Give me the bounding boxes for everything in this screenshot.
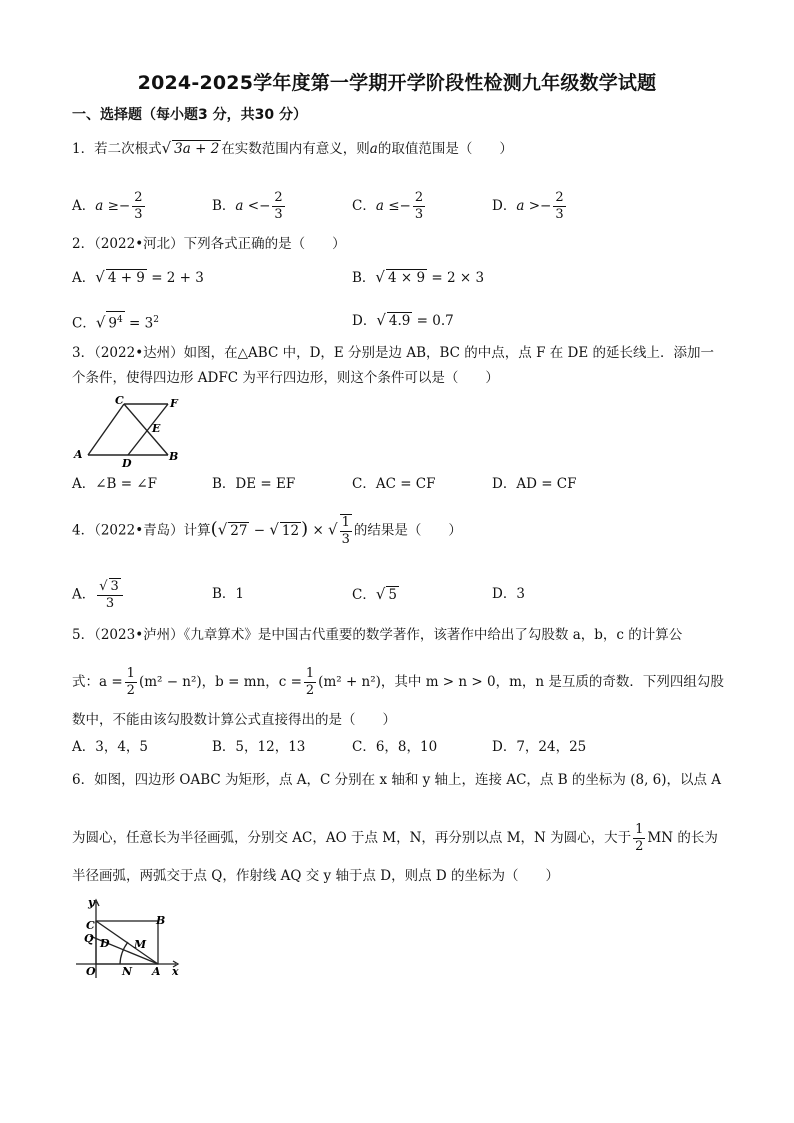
q3-label-d: D bbox=[122, 457, 132, 470]
q3-label-c: C bbox=[115, 394, 124, 407]
q4-option-c[interactable]: C．√ 5 bbox=[352, 585, 397, 603]
q5-option-b[interactable]: B．5，12，13 bbox=[212, 739, 306, 755]
q2-option-b[interactable]: B．√ 4 × 9 = 2 × 3 bbox=[352, 268, 485, 286]
q6-label-b: B bbox=[156, 914, 166, 927]
q6-label-m: M bbox=[134, 938, 147, 951]
question-5-stem-line3: 数中，不能由该勾股数计算公式直接得出的是（ ） bbox=[72, 712, 396, 728]
q3-label-b: B bbox=[169, 450, 179, 463]
q4-option-a[interactable]: A． $\frac{√ 3}{3}$ bbox=[72, 578, 125, 612]
q3-label-a: A bbox=[74, 448, 83, 461]
q2-option-a[interactable]: A．√ 4 + 9 = 2 + 3 bbox=[72, 268, 204, 286]
question-3-stem-line2: 个条件，使得四边形 ADFC 为平行四边形，则这个条件可以是（ ） bbox=[72, 370, 499, 386]
q3-option-a[interactable]: A．∠B = ∠F bbox=[72, 476, 158, 492]
question-5-stem-line2: 式：a = $\frac{1}{2}$ (m² − n²)，b = mn，c = $\frac{1}{2}$ (m² + n²)，其中 m > n > 0，m，n 是互质的奇数．下列四组勾股 bbox=[72, 666, 724, 698]
question-5-stem-line1: 5．（2023•泸州）《九章算术》是中国古代重要的数学著作，该著作中给出了勾股数 a，b，c 的计算公 bbox=[72, 627, 683, 643]
q2-option-d[interactable]: D．√ 4.9 = 0.7 bbox=[352, 311, 454, 329]
q3-figure bbox=[72, 394, 182, 469]
q6-label-n: N bbox=[122, 965, 133, 978]
q1-option-b[interactable]: B．a <− $\frac{2}{3}$ bbox=[212, 190, 283, 222]
q6-label-o: O bbox=[86, 965, 96, 978]
q5-option-a[interactable]: A．3，4，5 bbox=[72, 739, 149, 755]
q4-option-d[interactable]: D．3 bbox=[492, 586, 525, 602]
q3-option-c[interactable]: C．AC = CF bbox=[352, 476, 436, 492]
q6-label-x: x bbox=[172, 965, 179, 978]
q3-label-e: E bbox=[152, 422, 161, 435]
question-4-stem: 4．（2022•青岛）计算(√ 27 − √ 12 ) × √ $\frac{1}{3}$ 的结果是（ ） bbox=[72, 515, 462, 547]
question-1-stem: 1．若二次根式√ 3a + 2 在实数范围内有意义，则a的取值范围是（ ） bbox=[72, 139, 513, 157]
page-title: 2024-2025学年度第一学期开学阶段性检测九年级数学试题 bbox=[137, 72, 657, 94]
q4-option-b[interactable]: B．1 bbox=[212, 586, 245, 602]
question-6-stem-line3: 半径画弧，两弧交于点 Q，作射线 AQ 交 y 轴于点 D，则点 D 的坐标为（ ） bbox=[72, 868, 559, 884]
q2-option-c[interactable]: C．√ $9^4 = 3^2$ bbox=[72, 310, 159, 334]
q1-option-c[interactable]: C．a ≤− $\frac{2}{3}$ bbox=[352, 190, 424, 222]
q3-label-f: F bbox=[170, 397, 178, 410]
question-2-stem: 2．（2022•河北）下列各式正确的是（ ） bbox=[72, 236, 346, 252]
q6-label-y: y bbox=[88, 896, 95, 909]
q3-option-d[interactable]: D．AD = CF bbox=[492, 476, 577, 492]
q1-option-a[interactable]: A．a ≥− $\frac{2}{3}$ bbox=[72, 190, 143, 222]
q6-label-a: A bbox=[152, 965, 161, 978]
q6-label-q: Q bbox=[84, 932, 94, 945]
q6-figure bbox=[76, 898, 186, 980]
q6-label-c: C bbox=[86, 919, 95, 932]
question-6-stem-line2: 为圆心，任意长为半径画弧，分别交 AC，AO 于点 M，N，再分别以点 M，N 为圆心，大于 $\frac{1}{2}$ MN 的长为 bbox=[72, 822, 718, 854]
q1-option-d[interactable]: D．a >− $\frac{2}{3}$ bbox=[492, 190, 564, 222]
section-heading: 一、选择题（每小题3 分，共30 分） bbox=[72, 107, 307, 123]
q6-label-d: D bbox=[100, 937, 110, 950]
question-3-stem-line1: 3．（2022•达州）如图，在△ABC 中，D，E 分别是边 AB，BC 的中点，点 F 在 DE 的延长线上．添加一 bbox=[72, 345, 715, 361]
q5-option-c[interactable]: C．6，8，10 bbox=[352, 739, 438, 755]
q5-option-d[interactable]: D．7，24，25 bbox=[492, 739, 587, 755]
question-6-stem-line1: 6．如图，四边形 OABC 为矩形，点 A，C 分别在 x 轴和 y 轴上，连接 AC，点 B 的坐标为 (8, 6)，以点 A bbox=[72, 772, 722, 788]
q3-option-b[interactable]: B．DE = EF bbox=[212, 476, 296, 492]
